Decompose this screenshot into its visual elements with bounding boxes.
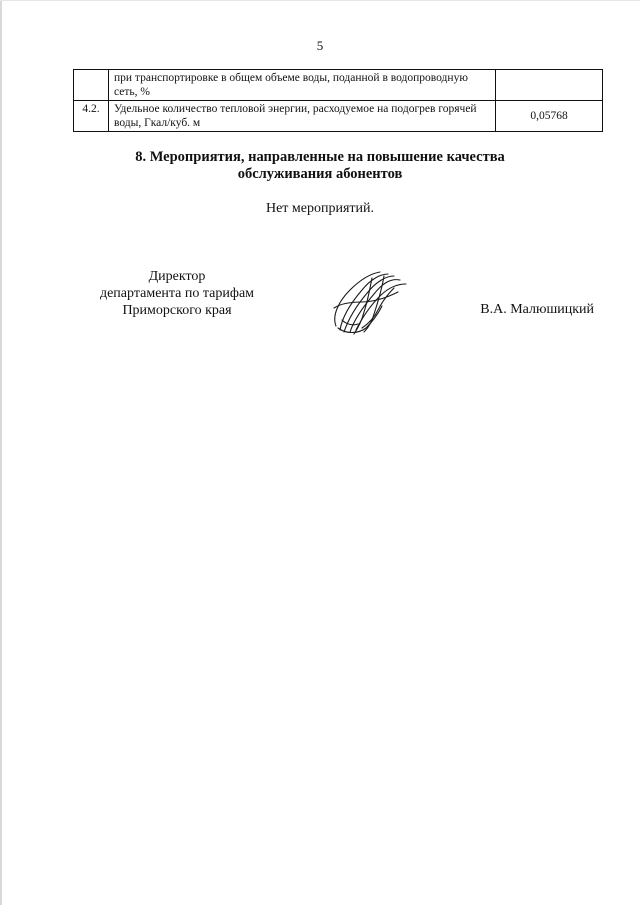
row-value: 0,05768 (496, 101, 603, 132)
page-number: 5 (316, 38, 324, 53)
position-line2: департамента по тарифам (99, 286, 255, 301)
scan-edge-top (0, 0, 640, 1)
signatory-position (62, 268, 292, 319)
table-row (74, 70, 603, 101)
row-description: при транспортировке в общем объеме воды, поданной в водопроводную сеть, % (109, 70, 496, 101)
row-value (496, 70, 603, 101)
row-number (74, 70, 109, 101)
position-line1: Директор (148, 269, 206, 284)
position-line3: Приморского края (122, 303, 232, 318)
row-description: Удельное количество тепловой энергии, расходуемое на подогрев горячей воды, Гкал/куб. м (109, 101, 496, 132)
section-body: Нет мероприятий. (265, 201, 375, 216)
table-row (74, 101, 603, 132)
handwritten-signature (328, 268, 412, 340)
section-heading-line1: 8. Мероприятия, направленные на повышение качества (135, 149, 505, 165)
parameters-table (73, 69, 603, 132)
section-heading-line2: обслуживания абонентов (237, 166, 403, 182)
signatory-name: В.А. Малюшицкий (480, 302, 594, 317)
scan-edge-left (0, 0, 2, 905)
section-heading (0, 149, 640, 183)
row-number: 4.2. (74, 101, 109, 132)
